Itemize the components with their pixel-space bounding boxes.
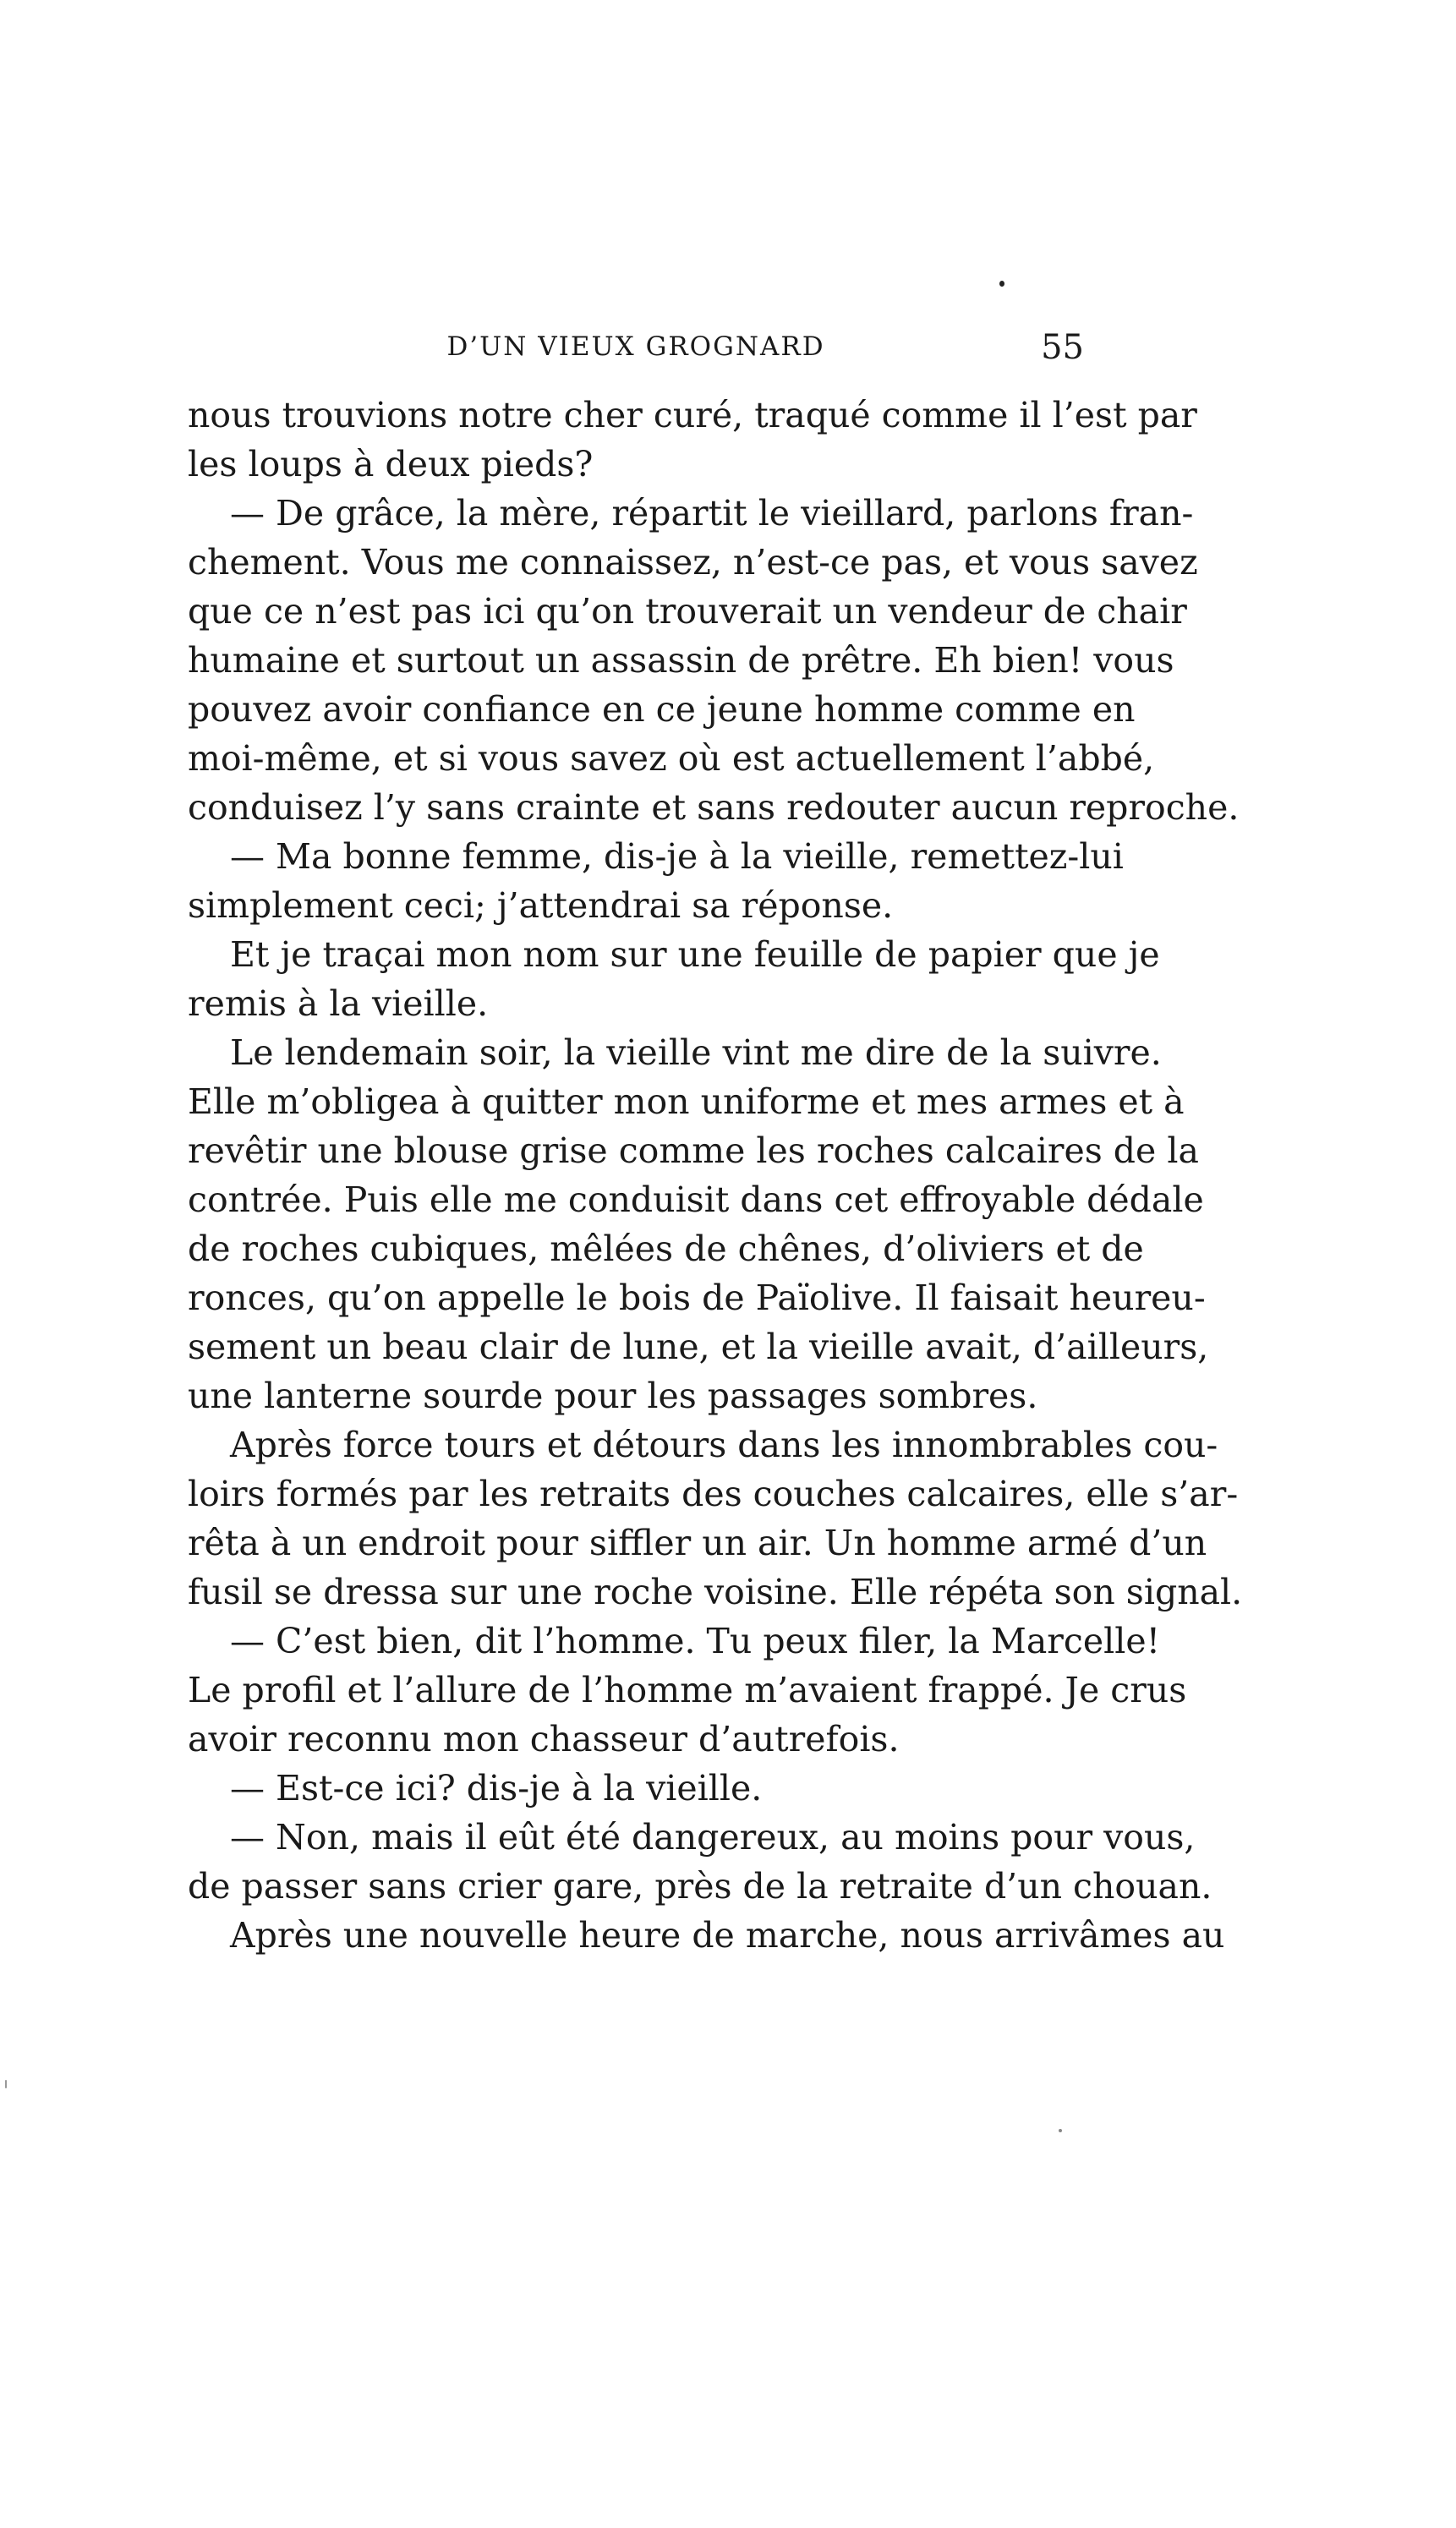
text-line: Et je traçai mon nom sur une feuille de papier que je xyxy=(230,934,1160,975)
text-line: — Est-ce ici? dis-je à la vieille. xyxy=(230,1768,763,1808)
page-number: 55 xyxy=(1041,328,1084,367)
body-text xyxy=(188,391,1243,1960)
text-line: pouvez avoir confiance en ce jeune homme comme en xyxy=(188,689,1136,730)
text-line: — Ma bonne femme, dis-je à la vieille, remettez-lui xyxy=(230,836,1124,877)
text-line: Après une nouvelle heure de marche, nous arrivâmes au xyxy=(230,1915,1225,1956)
text-line: simplement ceci; j’attendrai sa réponse. xyxy=(188,885,894,926)
text-line: Le lendemain soir, la vieille vint me dire de la suivre. xyxy=(230,1032,1162,1073)
text-line: une lanterne sourde pour les passages sombres. xyxy=(188,1376,1038,1416)
text-line: contrée. Puis elle me conduisit dans cet effroyable dédale xyxy=(188,1179,1204,1220)
text-line: conduisez l’y sans crainte et sans redouter aucun reproche. xyxy=(188,787,1240,828)
text-line: — De grâce, la mère, répartit le vieillard, parlons fran- xyxy=(230,493,1194,534)
text-line: de passer sans crier gare, près de la retraite d’un chouan. xyxy=(188,1866,1212,1907)
text-line: sement un beau clair de lune, et la vieille avait, d’ailleurs, xyxy=(188,1327,1209,1367)
print-speck xyxy=(1059,2129,1062,2132)
print-speck xyxy=(5,2080,7,2088)
text-line: avoir reconnu mon chasseur d’autrefois. xyxy=(188,1719,900,1759)
text-line: nous trouvions notre cher curé, traqué comme il l’est par xyxy=(188,395,1197,435)
text-line: Elle m’obligea à quitter mon uniforme et mes armes et à xyxy=(188,1081,1185,1122)
text-line: revêtir une blouse grise comme les roches calcaires de la xyxy=(188,1130,1199,1171)
text-line: — Non, mais il eût été dangereux, au moins pour vous, xyxy=(230,1817,1196,1858)
text-line: fusil se dressa sur une roche voisine. Elle répéta son signal. xyxy=(188,1572,1243,1612)
text-line: que ce n’est pas ici qu’on trouverait un vendeur de chair xyxy=(188,591,1187,632)
running-title: D’UN VIEUX GROGNARD xyxy=(446,331,825,362)
print-speck xyxy=(999,281,1004,287)
text-line: rêta à un endroit pour siffler un air. Un homme armé d’un xyxy=(188,1523,1207,1563)
text-line: ronces, qu’on appelle le bois de Païolive. Il faisait heureu- xyxy=(188,1278,1206,1318)
text-line: moi-même, et si vous savez où est actuellement l’abbé, xyxy=(188,738,1155,779)
text-line: loirs formés par les retraits des couches calcaires, elle s’ar- xyxy=(188,1474,1239,1514)
text-line: chement. Vous me connaissez, n’est-ce pas, et vous savez xyxy=(188,542,1198,583)
text-line: les loups à deux pieds? xyxy=(188,444,594,484)
text-line: humaine et surtout un assassin de prêtre. Eh bien! vous xyxy=(188,640,1174,681)
text-line: Le profil et l’allure de l’homme m’avaient frappé. Je crus xyxy=(188,1670,1187,1710)
page-header xyxy=(188,328,1084,382)
text-line: — C’est bien, dit l’homme. Tu peux filer, la Marcelle! xyxy=(230,1621,1161,1661)
text-line: de roches cubiques, mêlées de chênes, d’oliviers et de xyxy=(188,1228,1144,1269)
text-line: remis à la vieille. xyxy=(188,983,489,1024)
text-line: Après force tours et détours dans les innombrables cou- xyxy=(230,1425,1218,1465)
